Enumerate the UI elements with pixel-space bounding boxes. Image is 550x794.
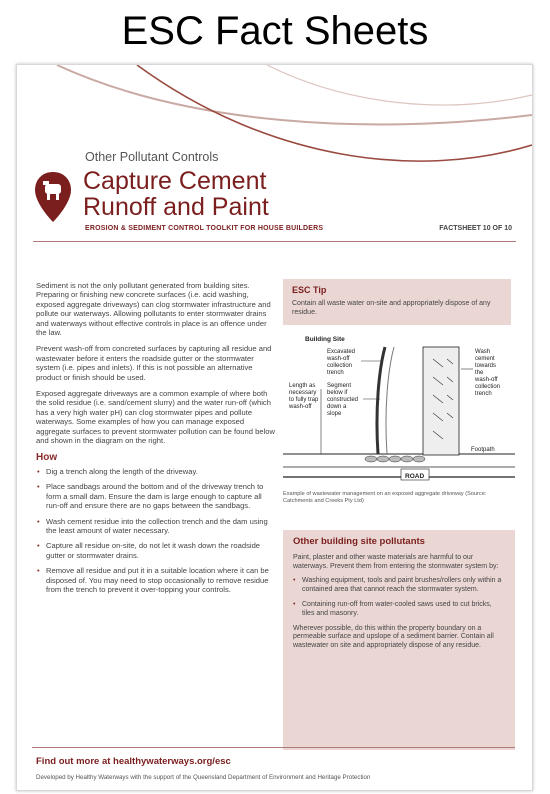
how-item: • Wash cement residue into the collection trench and the dam using the least amount of water necessary.	[36, 517, 276, 536]
esc-tip-heading: ESC Tip	[292, 285, 327, 295]
svg-text:down a: down a	[327, 404, 347, 410]
svg-text:collection: collection	[327, 363, 353, 369]
svg-text:towards: towards	[475, 363, 497, 369]
aggregate-paragraph: Exposed aggregate driveways are a common example of where both the solid residue (i.e. sand/cement slurry) and the water run-off (which has a very high water pH) can clog stormwater pipes and pollute waterways. Some examples of how you can manage exposed aggregate surfaces to prevent stormwater pollution can be found below and shown in the diagram on the right.	[36, 389, 275, 446]
svg-text:the: the	[475, 370, 484, 376]
footpath-label: Footpath	[471, 447, 495, 453]
svg-text:collection: collection	[475, 384, 501, 390]
pollutants-item: • Washing equipment, tools and paint brushes/rollers only within a contained area that cannot reach the stormwater system.	[293, 577, 505, 595]
sheet-content	[16, 64, 531, 789]
svg-text:Length as: Length as	[289, 383, 316, 389]
page-title-line1: Capture Cement	[83, 167, 267, 195]
esc-tip-box	[283, 279, 511, 325]
how-heading: How	[36, 451, 58, 463]
how-list	[36, 467, 276, 594]
main-column	[36, 281, 276, 600]
driveway-slab	[423, 347, 459, 455]
footer-divider	[32, 747, 515, 748]
svg-text:wash-off: wash-off	[327, 356, 350, 362]
svg-text:trench: trench	[475, 391, 492, 397]
esc-tip-text: Contain all waste water on-site and appropriately dispose of any residue.	[292, 300, 491, 316]
toolkit-label: EROSION & SEDIMENT CONTROL TOOLKIT FOR HOUSE BUILDERS	[85, 225, 324, 232]
svg-text:Wash: Wash	[475, 349, 491, 355]
intro-paragraph: Sediment is not the only pollutant generated from building sites. Preparing or finishing new concrete surfaces (i.e. acid washing, exposed aggregate driveways) can clog stormwater infrastructure and pollute our waterways. Allowing pollutants to enter stormwater drains and waterways without effective controls in place is an offence under the law.	[36, 281, 271, 338]
svg-text:to fully trap: to fully trap	[289, 397, 319, 403]
pollutants-intro: Paint, plaster and other waste materials are harmful to our waterways. Prevent them from entering the stormwater system by:	[293, 553, 499, 570]
pollutants-heading: Other building site pollutants	[293, 536, 425, 547]
diagram-site-label: Building Site	[305, 336, 345, 343]
how-item: • Place sandbags around the bottom and of the driveway trench to form a small dam. Ensure the dam is large enough to capture all run-off and ensure there are no gaps between the sandbags.	[36, 482, 276, 510]
pollutants-item: • Containing run-off from water-cooled saws used to cut bricks, tiles and masonry.	[293, 601, 505, 619]
other-pollutants-box	[283, 530, 515, 750]
how-item: • Dig a trench along the length of the driveway.	[36, 467, 276, 476]
page-title-line2: Runoff and Paint	[83, 193, 269, 221]
pollutants-outro: Wherever possible, do this within the property boundary on a permeable surface and upslope of a sediment barrier. Contain all wastewater on site and appropriately dispose of any residue.	[293, 624, 494, 650]
header-subtitle: Other Pollutant Controls	[85, 150, 219, 164]
how-item: • Capture all residue on-site, do not let it wash down the roadside gutter or stormwater drains.	[36, 541, 276, 560]
pollutants-list	[293, 577, 505, 618]
svg-text:wash-off: wash-off	[475, 377, 498, 383]
svg-text:trench: trench	[327, 370, 344, 376]
find-out-more-link[interactable]: Find out more at healthywaterways.org/esc	[36, 756, 231, 767]
banner-title: ESC Fact Sheets	[121, 8, 429, 53]
svg-text:Segment: Segment	[327, 383, 352, 389]
road-label: ROAD	[405, 473, 425, 480]
svg-text:cement: cement	[475, 356, 495, 362]
prevent-paragraph: Prevent wash-off from concreted surfaces by capturing all residue and wastewater before it enters the roadside gutter or the stormwater system (i.e. pipes and inlets). If this is not possible an alternative product or finish should be used.	[36, 344, 272, 382]
how-item: • Remove all residue and put it in a suitable location where it can be disposed of. You may need to stop occasionally to remove residue from the trench to prevent it over-topping your controls.	[36, 566, 276, 594]
developed-by-note: Developed by Healthy Waterways with the support of the Queensland Department of Environment and Heritage Protection	[36, 774, 371, 781]
svg-text:wash-off: wash-off	[289, 404, 312, 410]
svg-text:slope: slope	[327, 411, 342, 417]
wastewater-diagram	[283, 329, 515, 489]
factsheet-number: FACTSHEET 10 OF 10	[439, 225, 512, 232]
svg-text:necessary: necessary	[289, 390, 317, 396]
svg-text:below if: below if	[327, 390, 348, 396]
svg-text:Excavated: Excavated	[327, 349, 356, 355]
svg-text:constructed: constructed	[327, 397, 359, 403]
diagram-caption: Example of wastewater management on an exposed aggregate driveway (Source: Catchments and Creeks Pty Ltd)	[283, 491, 487, 504]
sandbags	[365, 456, 425, 462]
